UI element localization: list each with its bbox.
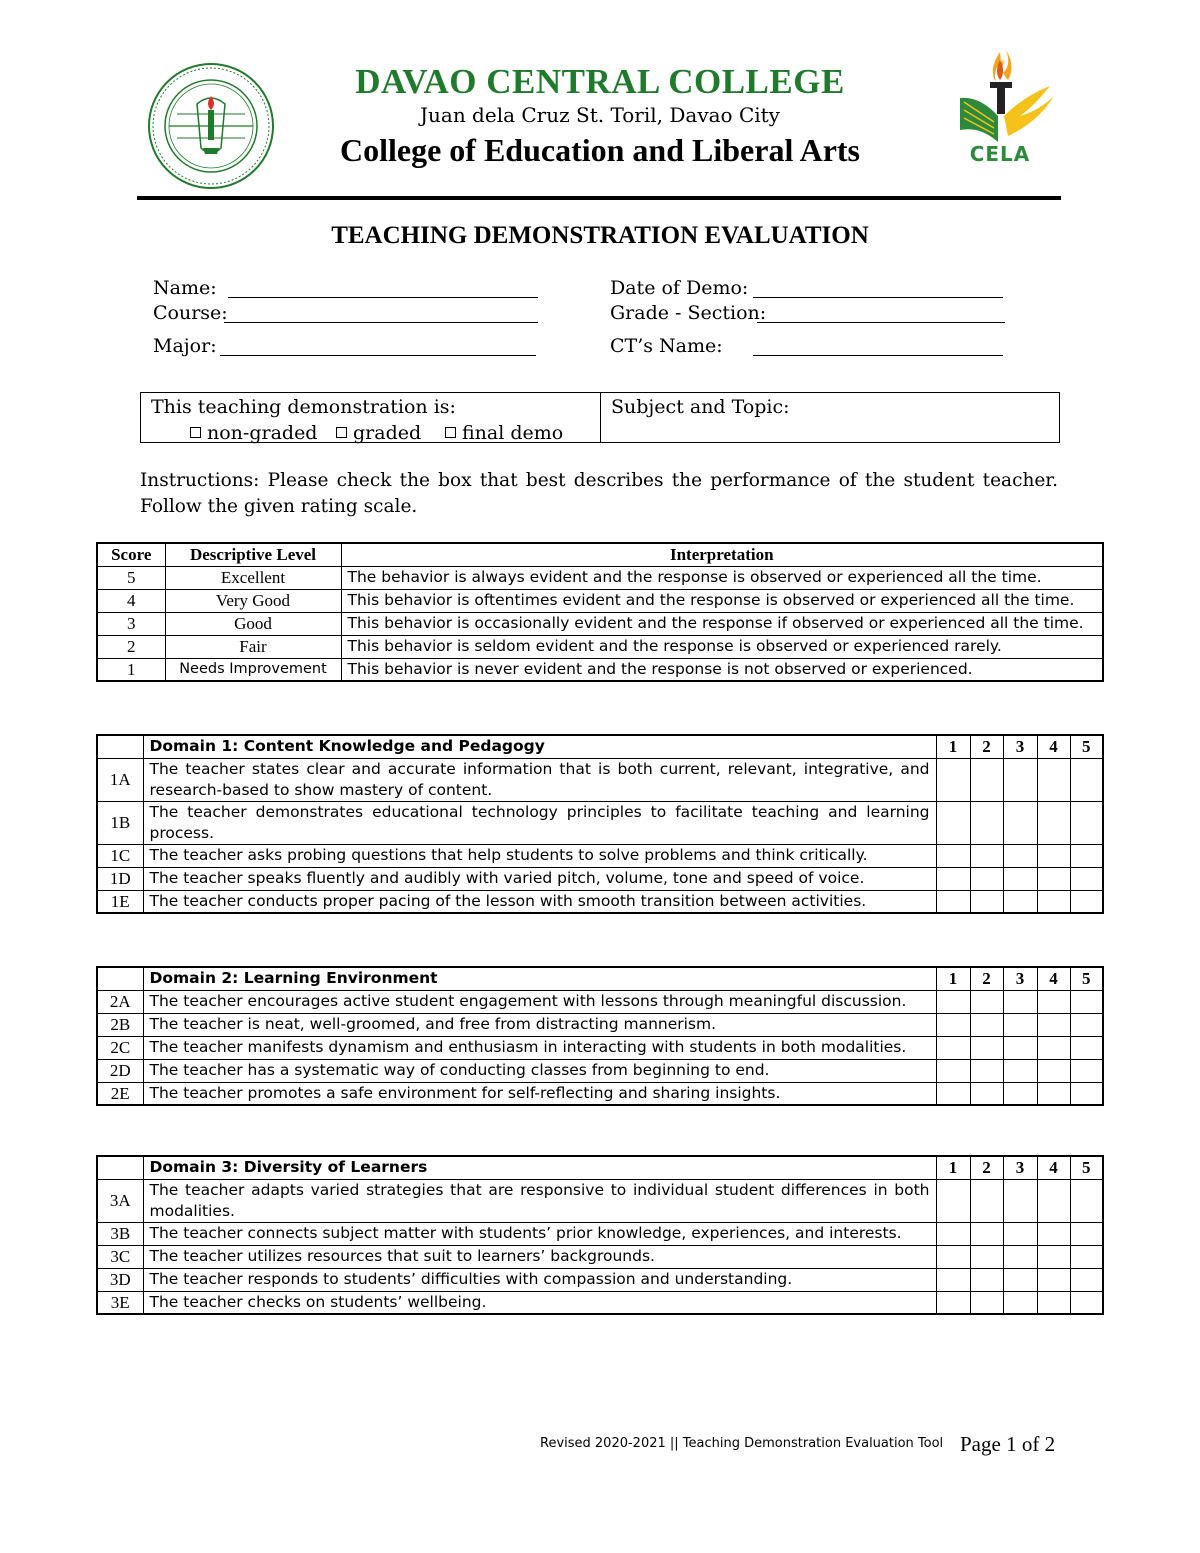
score-3-cell[interactable] [1003,1245,1037,1268]
score-3-cell[interactable] [1003,1013,1037,1036]
score-2-cell[interactable] [970,758,1003,801]
item-code: 1E [97,890,143,913]
score-2-cell[interactable] [970,890,1003,913]
item-code: 3C [97,1245,143,1268]
score-1-cell[interactable] [936,867,970,890]
score-4-cell[interactable] [1037,1245,1070,1268]
score-header: 5 [1070,967,1103,990]
footer-note: Revised 2020-2021 || Teaching Demonstration Evaluation Tool [540,1436,944,1451]
table-row [97,589,1103,612]
table-row [97,566,1103,589]
score-5-cell[interactable] [1070,890,1103,913]
college-address: Juan dela Cruz St. Toril, Davao City [420,103,780,127]
table-header-row [97,543,1103,566]
domain-2-table [96,966,1104,1106]
score-5-cell[interactable] [1070,758,1103,801]
checkbox-icon[interactable] [445,427,456,438]
ct-name-field[interactable] [753,355,1003,356]
item-code: 3B [97,1222,143,1245]
table-row [97,844,1103,867]
score-2-cell[interactable] [970,1268,1003,1291]
score-2-cell[interactable] [970,1291,1003,1314]
domain-title: Domain 1: Content Knowledge and Pedagogy [143,735,936,758]
item-code: 1A [97,758,143,801]
score-3-cell[interactable] [1003,844,1037,867]
score-5-cell[interactable] [1070,1268,1103,1291]
score-1-cell[interactable] [936,1222,970,1245]
name-label: Name: [153,277,217,299]
ct-name-label: CT’s Name: [610,335,723,357]
score-header: 4 [1037,735,1070,758]
score-3-cell[interactable] [1003,1179,1037,1222]
score-3-cell[interactable] [1003,1291,1037,1314]
score-4-cell[interactable] [1037,867,1070,890]
code-header [97,1156,143,1179]
score-4-cell[interactable] [1037,1291,1070,1314]
score-4-cell[interactable] [1037,844,1070,867]
score-3-cell[interactable] [1003,1036,1037,1059]
score-4-cell[interactable] [1037,1013,1070,1036]
score-4-cell[interactable] [1037,1179,1070,1222]
domain-header-row [97,1156,1103,1179]
level-cell: Needs Improvement [165,658,341,681]
score-4-cell[interactable] [1037,890,1070,913]
score-1-cell[interactable] [936,758,970,801]
table-row [97,635,1103,658]
interpretation-cell: This behavior is never evident and the response is not observed or experienced. [341,658,1103,681]
item-code: 1B [97,801,143,844]
score-header: 5 [1070,1156,1103,1179]
interpretation-cell: The behavior is always evident and the response is observed or experienced all the time. [341,566,1103,589]
score-3-cell[interactable] [1003,1268,1037,1291]
domain-header-row [97,967,1103,990]
score-1-cell[interactable] [936,1036,970,1059]
item-code: 1D [97,867,143,890]
score-5-cell[interactable] [1070,1036,1103,1059]
item-text: The teacher asks probing questions that help students to solve problems and think critically. [143,844,936,867]
score-header: 5 [1070,735,1103,758]
score-cell: 4 [97,589,165,612]
item-text: The teacher adapts varied strategies that are responsive to individual student differences in both modalities. [143,1179,936,1222]
score-cell: 1 [97,658,165,681]
item-code: 2B [97,1013,143,1036]
score-2-cell[interactable] [970,1179,1003,1222]
table-row [97,758,1103,801]
score-header: 2 [970,967,1003,990]
course-label: Course: [153,302,228,324]
item-code: 3D [97,1268,143,1291]
item-code: 2D [97,1059,143,1082]
column-header: Descriptive Level [165,543,341,566]
score-5-cell[interactable] [1070,1245,1103,1268]
item-text: The teacher conducts proper pacing of the lesson with smooth transition between activities. [143,890,936,913]
score-4-cell[interactable] [1037,990,1070,1013]
item-text: The teacher promotes a safe environment for self-reflecting and sharing insights. [143,1082,936,1105]
course-field[interactable] [224,322,538,323]
score-cell: 2 [97,635,165,658]
domain-title: Domain 3: Diversity of Learners [143,1156,936,1179]
score-3-cell[interactable] [1003,1059,1037,1082]
table-row [97,1268,1103,1291]
score-2-cell[interactable] [970,801,1003,844]
demo-box-divider [600,392,601,443]
score-2-cell[interactable] [970,844,1003,867]
score-header: 1 [936,735,970,758]
item-code: 2E [97,1082,143,1105]
score-2-cell[interactable] [970,867,1003,890]
score-1-cell[interactable] [936,890,970,913]
code-header [97,967,143,990]
score-5-cell[interactable] [1070,990,1103,1013]
code-header [97,735,143,758]
item-text: The teacher checks on students’ wellbeing. [143,1291,936,1314]
score-header: 1 [936,1156,970,1179]
grade-section-field[interactable] [757,322,1005,323]
score-3-cell[interactable] [1003,867,1037,890]
score-1-cell[interactable] [936,990,970,1013]
item-code: 2C [97,1036,143,1059]
interpretation-cell: This behavior is occasionally evident and the response if observed or experienced all the time. [341,612,1103,635]
item-code: 3A [97,1179,143,1222]
domain-header-row [97,735,1103,758]
score-5-cell[interactable] [1070,867,1103,890]
score-header: 4 [1037,967,1070,990]
level-cell: Good [165,612,341,635]
table-row [97,658,1103,681]
score-1-cell[interactable] [936,844,970,867]
item-code: 3E [97,1291,143,1314]
column-header: Interpretation [341,543,1103,566]
score-5-cell[interactable] [1070,1179,1103,1222]
score-header: 3 [1003,967,1037,990]
score-5-cell[interactable] [1070,1082,1103,1105]
score-2-cell[interactable] [970,1013,1003,1036]
date-of-demo-label: Date of Demo: [610,277,749,299]
item-code: 2A [97,990,143,1013]
instructions: Instructions: Please check the box that best describes the performance of the student teacher. Follow the given rating scale. [140,470,1058,517]
item-text: The teacher is neat, well-groomed, and free from distracting mannerism. [143,1013,936,1036]
score-3-cell[interactable] [1003,801,1037,844]
score-1-cell[interactable] [936,1179,970,1222]
item-text: The teacher encourages active student engagement with lessons through meaningful discussion. [143,990,936,1013]
score-cell: 5 [97,566,165,589]
option-graded[interactable]: graded [336,422,421,444]
demo-type-label: This teaching demonstration is: [151,396,456,418]
table-row [97,1245,1103,1268]
score-1-cell[interactable] [936,1245,970,1268]
score-2-cell[interactable] [970,990,1003,1013]
table-row [97,890,1103,913]
score-4-cell[interactable] [1037,758,1070,801]
major-label: Major: [153,335,217,357]
score-4-cell[interactable] [1037,1082,1070,1105]
option-non-graded[interactable]: non-graded [190,422,317,444]
form-title: TEACHING DEMONSTRATION EVALUATION [331,222,869,249]
score-2-cell[interactable] [970,1245,1003,1268]
checkbox-icon[interactable] [336,427,347,438]
score-cell: 3 [97,612,165,635]
table-row [97,1059,1103,1082]
score-5-cell[interactable] [1070,1059,1103,1082]
score-5-cell[interactable] [1070,1291,1103,1314]
score-5-cell[interactable] [1070,801,1103,844]
score-2-cell[interactable] [970,1036,1003,1059]
score-5-cell[interactable] [1070,1013,1103,1036]
date-of-demo-field[interactable] [753,297,1003,298]
score-4-cell[interactable] [1037,1036,1070,1059]
domain-title: Domain 2: Learning Environment [143,967,936,990]
score-header: 3 [1003,735,1037,758]
checkbox-icon[interactable] [190,427,201,438]
score-header: 2 [970,735,1003,758]
item-text: The teacher demonstrates educational technology principles to facilitate teaching and learning process. [143,801,936,844]
major-field[interactable] [220,355,536,356]
table-row [97,1036,1103,1059]
score-3-cell[interactable] [1003,890,1037,913]
score-1-cell[interactable] [936,1013,970,1036]
table-row [97,801,1103,844]
score-header: 3 [1003,1156,1037,1179]
score-3-cell[interactable] [1003,758,1037,801]
score-4-cell[interactable] [1037,1268,1070,1291]
table-row [97,990,1103,1013]
item-text: The teacher connects subject matter with students’ prior knowledge, experiences, and interests. [143,1222,936,1245]
rating-scale-table [96,542,1104,682]
score-5-cell[interactable] [1070,1222,1103,1245]
option-final-demo[interactable]: final demo [445,422,563,444]
college-department: College of Education and Liberal Arts [339,132,860,168]
table-row [97,1291,1103,1314]
table-row [97,867,1103,890]
score-5-cell[interactable] [1070,844,1103,867]
score-1-cell[interactable] [936,1059,970,1082]
level-cell: Very Good [165,589,341,612]
item-text: The teacher states clear and accurate information that is both current, relevant, integrative, and research-based to show mastery of content. [143,758,936,801]
domain-3-table [96,1155,1104,1315]
college-name: DAVAO CENTRAL COLLEGE [355,62,845,101]
grade-section-label: Grade - Section: [610,302,767,324]
score-header: 1 [936,967,970,990]
score-header: 2 [970,1156,1003,1179]
cela-logo [950,46,1060,178]
score-1-cell[interactable] [936,801,970,844]
item-text: The teacher speaks fluently and audibly with varied pitch, volume, tone and speed of voice. [143,867,936,890]
score-2-cell[interactable] [970,1082,1003,1105]
level-cell: Fair [165,635,341,658]
column-header: Score [97,543,165,566]
item-text: The teacher utilizes resources that suit to learners’ backgrounds. [143,1245,936,1268]
cela-logo-text: CELA [969,142,1031,166]
table-row [97,1082,1103,1105]
page-number: Page 1 of 2 [960,1432,1056,1456]
score-1-cell[interactable] [936,1268,970,1291]
interpretation-cell: This behavior is seldom evident and the response is observed or experienced rarely. [341,635,1103,658]
item-text: The teacher manifests dynamism and enthusiasm in interacting with students in both modalities. [143,1036,936,1059]
score-1-cell[interactable] [936,1082,970,1105]
name-field[interactable] [228,297,538,298]
item-code: 1C [97,844,143,867]
score-4-cell[interactable] [1037,1222,1070,1245]
interpretation-cell: This behavior is oftentimes evident and the response is observed or experienced all the time. [341,589,1103,612]
table-row [97,1013,1103,1036]
score-header: 4 [1037,1156,1070,1179]
header-divider [137,196,1061,200]
item-text: The teacher has a systematic way of conducting classes from beginning to end. [143,1059,936,1082]
level-cell: Excellent [165,566,341,589]
score-4-cell[interactable] [1037,1059,1070,1082]
subject-topic-label: Subject and Topic: [611,396,790,418]
score-3-cell[interactable] [1003,1082,1037,1105]
item-text: The teacher responds to students’ difficulties with compassion and understanding. [143,1268,936,1291]
score-2-cell[interactable] [970,1222,1003,1245]
score-4-cell[interactable] [1037,801,1070,844]
table-row [97,1179,1103,1222]
table-row [97,1222,1103,1245]
score-1-cell[interactable] [936,1291,970,1314]
score-3-cell[interactable] [1003,990,1037,1013]
score-2-cell[interactable] [970,1059,1003,1082]
table-row [97,612,1103,635]
score-3-cell[interactable] [1003,1222,1037,1245]
domain-1-table [96,734,1104,914]
